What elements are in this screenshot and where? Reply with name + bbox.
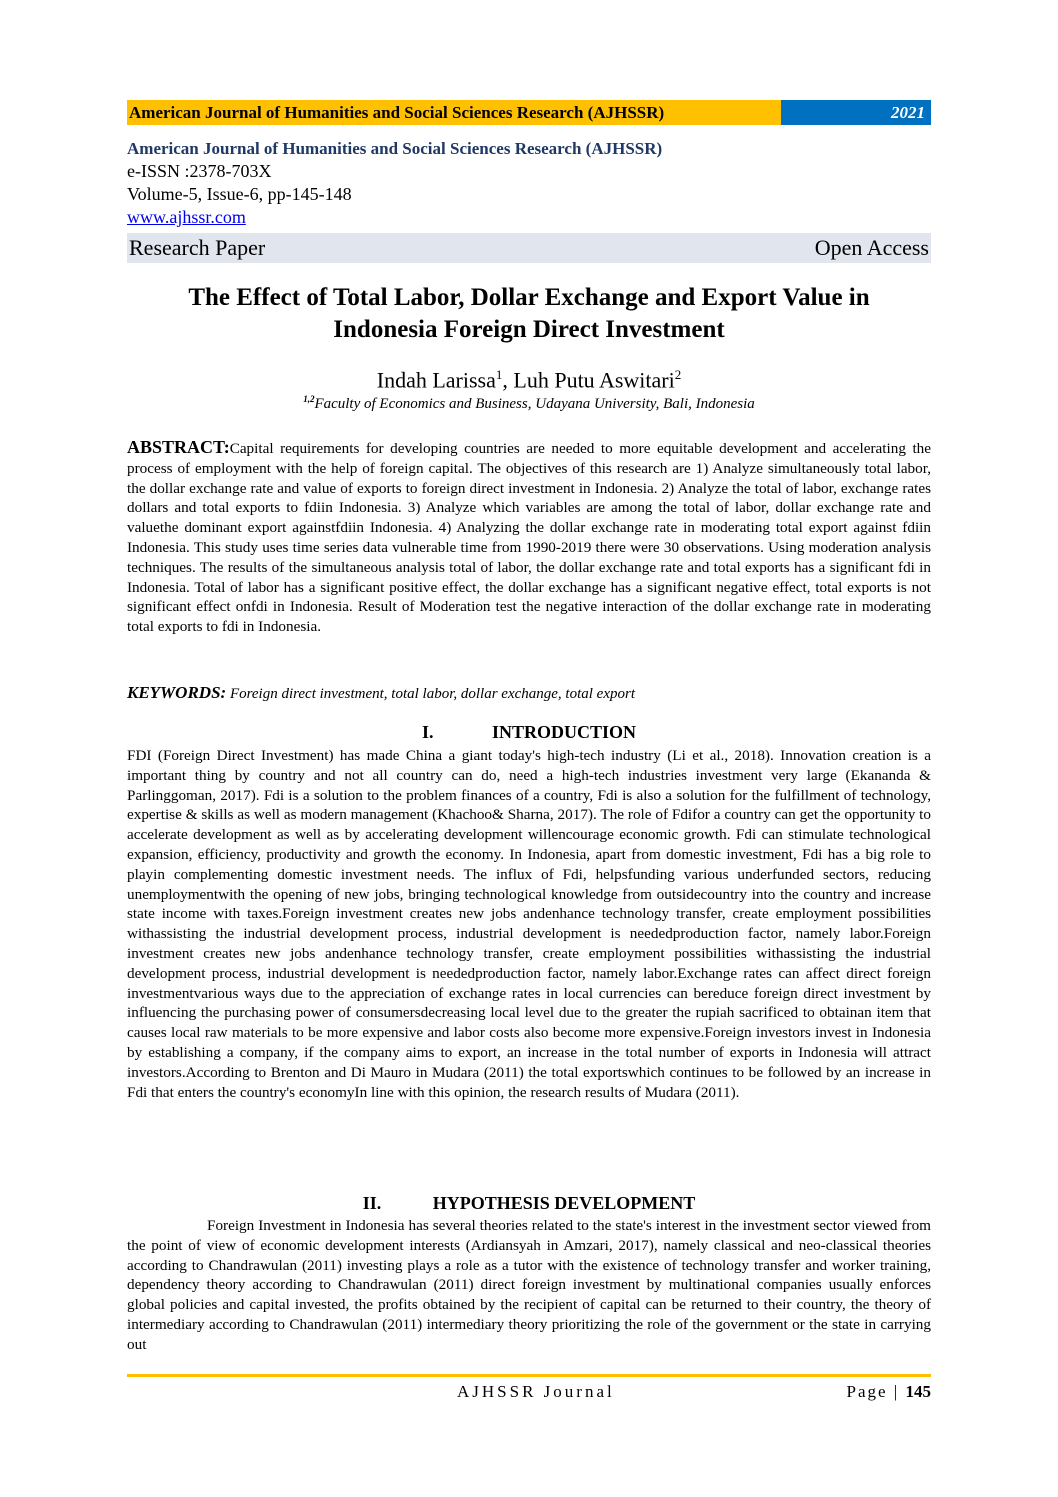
issn: e-ISSN :2378-703X: [127, 161, 272, 181]
author-name: Luh Putu Aswitari: [513, 367, 675, 393]
header-year: 2021: [781, 100, 931, 125]
abstract: [127, 438, 931, 637]
page-footer: [127, 1382, 931, 1404]
section-title: HYPOTHESIS DEVELOPMENT: [432, 1193, 696, 1213]
access-type: Open Access: [814, 235, 929, 260]
title-line-2: Indonesia Foreign Direct Investment: [333, 316, 725, 343]
section-heading-introduction: [127, 722, 931, 743]
affiliation-sup: 1,2: [303, 394, 315, 404]
keywords-label: KEYWORDS:: [127, 683, 227, 702]
footer-page: [847, 1382, 931, 1402]
header-journal-name: American Journal of Humanities and Social Sciences Research (AJHSSR): [127, 100, 781, 125]
journal-url-link[interactable]: www.ajhssr.com: [127, 207, 246, 227]
paper-title: [127, 282, 931, 346]
affiliation: [127, 389, 931, 414]
author-sup: 2: [674, 367, 682, 382]
paper-type: Research Paper: [129, 235, 266, 260]
section-heading-hypothesis: [127, 1193, 931, 1214]
author-separator: ,: [502, 367, 514, 393]
paper-type-bar: [127, 233, 931, 263]
abstract-text: Capital requirements for developing countries are needed to more equitable development and accelerating the process of employment with the help of foreign capital. The objectives of this research are 1) Analyze simultaneously total labor, the dollar exchange rate and value of exports to foreign direct investment in Indonesia. 2) Analyze the total of labor, exchange rates dollars and total exports to fdiin Indonesia. 3) Analyze which variables are among the total of labor, dollar exchange rate and valuethe dominant export againstfdiin Indonesia. 4) Analyzing the dollar exchange rate in moderating total export against fdiin Indonesia. This study uses time series data vulnerable time from 1990-2019 there were 30 observations. Using moderation analysis techniques. The results of the simultaneous analysis total of labor, the dollar exchange rate and total exports has a significant fdi in Indonesia. Total of labor has a significant positive effect, the dollar exchange has a significant negative effect, total exports is not significant effect onfdi in Indonesia. Result of Moderation test the negative interaction of the dollar exchange rate in moderating total exports to fdi in Indonesia.: [127, 440, 931, 636]
hypothesis-text: Foreign Investment in Indonesia has several theories related to the state's interest in the investment sector viewed from the point of view of economic development interests (Ardiansyah in Amzari, 2017), namely classical and neo-classical theories according to Chandrawulan (2011) investing plays a role as a tutor with the existence of technology transfer and worker training, dependency theory according to Chandrawulan (2011) direct foreign investment by multinational companies usually enforces global policies and capital invested, the profits obtained by the recipient of capital can be returned to their country, the theory of intermediary according to Chandrawulan (2011) intermediary theory prioritizing the role of the government or the state in carrying out: [127, 1217, 931, 1353]
section-number: II.: [362, 1193, 382, 1213]
journal-name: American Journal of Humanities and Social Sciences Research (AJHSSR): [127, 139, 663, 158]
author-name: Indah Larissa: [376, 367, 496, 393]
section-title: INTRODUCTION: [491, 722, 637, 742]
page-number: 145: [905, 1382, 931, 1401]
footer-journal: AJHSSR Journal: [457, 1382, 615, 1401]
journal-info: [127, 138, 931, 229]
journal-header-bar: [127, 100, 931, 125]
footer-page-label: Page |: [846, 1382, 900, 1401]
introduction-text: FDI (Foreign Direct Investment) has made China a giant today's high-tech industry (Li et al., 2018). Innovation creation is a important thing by country and not all country can do, need a high-tech industries investment very large (Ekananda & Parlinggoman, 2017). Fdi is a solution to the problem finances of a country, Fdi is also a solution for the fulfillment of technology, expertise & skills as well as modern management (Khachoo& Sharna, 2017). The role of Fdifor a country can get the opportunity to accelerate development as well as by accelerating development willencourage economic growth. Fdi can stimulate technological expansion, efficiency, productivity and growth the economy. In Indonesia, apart from domestic investment, Fdi has a big role to playin complementing domestic investment needs. The influx of Fdi, helpsfunding various underfunded sectors, reducing unemploymentwith the opening of new jobs, bringing technological knowledge from outsidecountry into the country and increase state income with taxes.Foreign investment creates new jobs andenhance technology transfer, create employment possibilities withassisting the industrial development process, industrial development is neededproduction factor, namely labor.Foreign investment creates new jobs andenhance technology transfer, create employment possibilities withassisting the industrial development process, industrial development is neededproduction factor, namely labor.Exchange rates can affect direct foreign investmentvarious ways due to the appreciation of exchange rates in local currencies can bereduce foreign direct investment by influencing the purchasing power of consumersdecreasing local level due to the greater the rupiah sacrificed to obtainan item that causes local raw materials to be more expensive and labor costs also become more expensive.Foreign investors invest in Indonesia by establishing a company, if the company aims to export, an increase in the total number of exports in Indonesia will attract investors.According to Brenton and Di Mauro in Mudara (2011) the total exportswhich continues to be followed by an increase in Fdi that enters the country's economyIn line with this opinion, the research results of Mudara (2011).: [127, 747, 931, 1101]
section-number: I.: [421, 722, 434, 742]
title-line-1: The Effect of Total Labor, Dollar Exchange and Export Value in: [188, 284, 870, 311]
volume-issue: Volume-5, Issue-6, pp-145-148: [127, 184, 352, 204]
footer-rule: [127, 1374, 931, 1377]
author-sup: 1: [495, 367, 503, 382]
affiliation-text: Faculty of Economics and Business, Udayana University, Bali, Indonesia: [314, 396, 755, 412]
abstract-label: ABSTRACT:: [127, 437, 230, 457]
keywords-text: Foreign direct investment, total labor, dollar exchange, total export: [229, 686, 636, 702]
keywords: [127, 683, 931, 703]
